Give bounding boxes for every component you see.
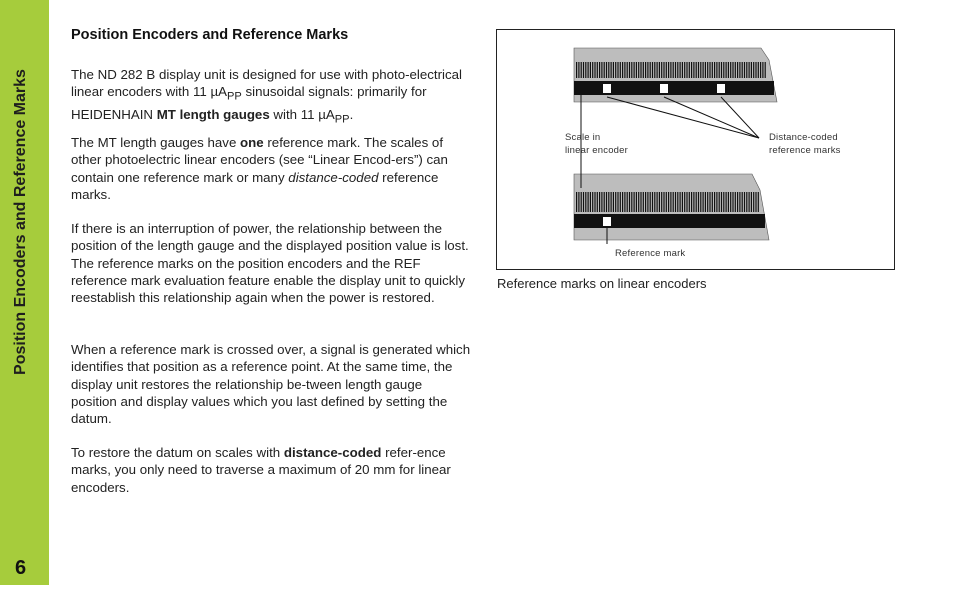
sidebar: [0, 0, 49, 585]
section-heading: Position Encoders and Reference Marks: [71, 27, 349, 43]
sidebar-title: Position Encoders and Reference Marks: [12, 69, 29, 375]
label-distance-coded-reference-marks: Distance-coded reference marks: [769, 132, 841, 156]
figure-caption: Reference marks on linear encoders: [497, 276, 707, 291]
label-scale-in-linear-encoder: Scale in linear encoder: [565, 132, 629, 156]
label-reference-mark: Reference mark: [615, 248, 686, 259]
single-reference-mark: [603, 217, 611, 226]
paragraph-3: If there is an interruption of power, the relationship between the position of the length gauge and the displayed position value is lost. The reference marks on the position encoders and the REF reference mark evaluation feature enable the display unit to quickly reestablish this relationship again when the power is restored.: [71, 221, 469, 306]
paragraph-5: To restore the datum on scales with distance-coded refer-ence marks, you only need to traverse a maximum of 20 mm for linear encoders.: [71, 445, 451, 495]
paragraph-4: When a reference mark is crossed over, a signal is generated which identifies that position as a reference point. At the same time, the display unit restores the relationship be-tween length gauge position and display values which you last defined by setting the datum.: [71, 342, 471, 427]
paragraph-1: The ND 282 B display unit is designed for use with photo-electrical linear encoders with 11 µA$_{PP}$ sinusoidal signals: primarily for HEIDENHAIN MT length gauges with 11 µA$_{PP}$.: [71, 67, 462, 126]
figure-reference-marks: [496, 29, 895, 270]
paragraph-2: The MT length gauges have one reference mark. The scales of other photoelectric linear encoders (see “Linear Encod-ers”) can contain one reference mark or many distance-coded reference marks.: [71, 135, 448, 202]
top-scale-graduation: [576, 62, 766, 78]
page-number: 6: [15, 557, 27, 579]
